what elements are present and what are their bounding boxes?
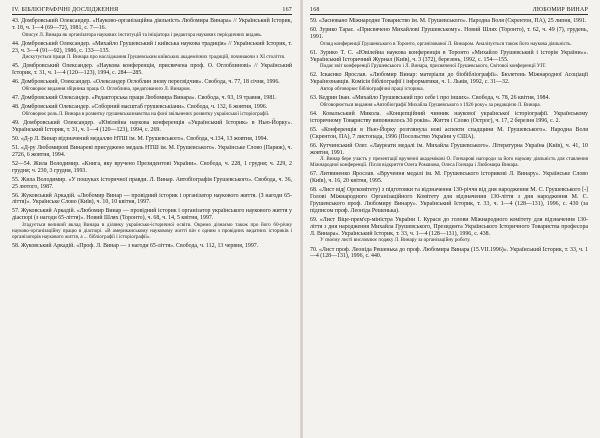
left-bibliography-list: [12, 18, 292, 250]
entry-annotation: Л. Винар бере участь у презентації врученні академікові О. Гончарові нагороди за його наукову діяльність для ставлення Міжнародної конференції. Після відкриття Олега Романова, Олеса Гончара і Любомира Винара.: [310, 156, 588, 169]
entry-annotation: У своєму листі висловлює подяку Л. Винару за організаційну роботу.: [320, 237, 471, 244]
bibliography-entry: 68. «Лист від( Оргкомітету) з підготовки та відзначення 130-річчя від дня народження М. С. Грушевського [-] Голові Міжнародного Організаційного Комітету для відзначення 130-ліття з дня народження М. С. Грушевського проф. Любомиру Винару». Український Історик, т. 33, ч. 1—4 (128—131), 1996, с. 430 (за підписом проф. Леоніда Решенька).: [310, 187, 588, 214]
bibliography-entry: 70. «Лист проф. Леоніда Решенька до проф. Любомира Винара (15.VII.1996)». Український Історик, т. 33, ч. 1—4 (128—131), 1996, с. 440.: [310, 246, 588, 260]
left-section-title: IV. БІБЛІОГРАФІЧНІ ДОСЛІДЖЕННЯ: [12, 7, 119, 13]
bibliography-entry: 62. Іскаєнко Ярослав. «Любомир Винар: матеріали до біобібліографії». Бюлетень Міжнародної Асоціації Українознавців. Комісія бібліографії і інформатики, ч. 1. Львів, 1992, с. 31—32.: [310, 72, 588, 86]
bibliography-entry: 64. Ковальський Микола. «Концепційний чинник наукової української історіографії. Українському історичному Товариству виповнилось 30 років». Життя і Слово (Острог), ч. 17, 2 березня 1996, с. 2.: [310, 110, 588, 124]
entry-annotation: Згадується великий вклад Винара в ділянку українсько-історичної освіти. Окремо дізнаємо також про його 60-річну науково-організаційну працю в діаспорі. «В американському науковому житті він є одним з провідних видатних істориків і організаторів наукового життя, а ... бібліографії і історіографії».: [12, 222, 292, 240]
bibliography-entry: 52—54. Жила Володимир. «Книга, яку вручено Президентові України». Свобода, ч. 228, 1 грудня; ч. 229, 2 грудня; ч. 230, 3 грудня, 1993.: [12, 160, 292, 174]
right-bibliography-list: [310, 18, 588, 260]
bibliography-entry: 60. Зурико Тарас. «Присвячено Михайлові Грушевському». Новий Шлях (Торонто), т. 62, ч. 49 (7), грудень, 1991.: [310, 27, 588, 40]
bibliography-entry: 45. Домбровський Олександер. «Наукова конференція, присвячена проф. О. Оглоблинові» // Український Історик, т. 31, ч. 1—4 (120—123), 1994, с. 284—285.: [12, 63, 292, 77]
right-page-number: 168: [310, 7, 320, 13]
bibliography-entry: 69. «Лист Віце-прем'єр-міністра України І. Курася до голови Міжнародного комітету для відзначення 130-ліття з дня народження Михайла Грушевського, Президента Українського Історичного Товариства професора Л. Винара». Український Історик, т. 33, ч. 1—4 (128—131), 1996, с. 438.: [310, 216, 588, 237]
bibliography-entry: 51. «Д-ру Любомирові Винареві присуджено медаль НТШ ім. М. Грушевського». Українське Слово (Париж), ч. 2726, 6 жовтня, 1994.: [12, 144, 292, 158]
right-page: [302, 0, 600, 438]
bibliography-entry: 48. Домбровський Олександер. «Соборний масштаб грушевськіани». Свобода, ч. 132, 6 жовтня, 1996.: [12, 104, 268, 111]
entry-annotation: Обговорює видання збірника праць О. Оглоблина, зредагованого Л. Винаром.: [22, 86, 191, 93]
entry-annotation: Автор обговорює бібліографічні праці історика.: [320, 86, 424, 93]
bibliography-entry: 43. Домбровський Олександер. «Науково-організаційна діяльність Любомира Винара» // Український Історик, т. 18, ч. 1—4 (69—72), 1981, с. 7—16.: [12, 18, 292, 31]
bibliography-entry: 56. Жуковський Аркадій. «Любомир Винар — провідний історик і організатор наукового життя. (З нагоди 65-ліття)». Українське Слово (Київ), ч. 10, 10 квітня, 1997.: [12, 192, 292, 206]
entry-annotation: Подає звіт конференції Грушевського і Л. Винара, присвяченої Грушевського, Світової конференції УІТ.: [320, 63, 547, 70]
bibliography-entry: 61. Зурико Т. С. «Ювілейна наукова конференція в Торонто «Михайло Грушевський і історія України»». Український Історичний Журнал (Київ), ч. 3 (372), березень, 1992, с. 154—155.: [310, 49, 588, 63]
bibliography-entry: 55. Жила Володимир. «У пошуках історичної правди. Л. Винар. Автобіографія Грушевського». Свобода, ч. 36, 25 лютого, 1987.: [12, 176, 292, 190]
bibliography-entry: 57. Жуковський Аркадій. «Любомир Винар — провідний історик і організатор українського наукового життя у діаспорі (з нагоди 65-ліття)». Новий Шлях (Торонто), ч. 68, ч. 14, 5 квітня, 1997.: [12, 208, 292, 222]
bibliography-entry: 65. «Конференція в Нью-Йорку розглянула нові аспекти спадщини М. Грушевського». Народна Воля (Скрентон, ПА), 7 листопада, 1996 (Посольство України у США).: [310, 126, 588, 140]
bibliography-entry: 67. Литвиненко Ярослав. «Вручення медалі ім. М. Грушевського історикові Л. Винару». Українське Слово (Київ), ч. 16, 20 квітня, 1995.: [310, 171, 588, 185]
bibliography-entry: 63. Кедрин Іван. «Михайло Грушевський про себе і про інших». Свобода, ч. 78, 26 квітня, 1984.: [310, 95, 550, 102]
left-page-number: 167: [282, 7, 292, 13]
bibliography-entry: 59. «Засновано Міжнародне Товариство ім. М. Грушевського». Народна Воля (Скрентон, ПА), 25 липня, 1991.: [310, 18, 587, 24]
bibliography-entry: 46. Домбровський, Олександер. «Олександер Оглоблин знову пересвідчив». Свобода, ч. 77, 18 січня, 1996.: [12, 79, 280, 86]
right-author-title: ЛЮБОМИР ВИНАР: [532, 7, 588, 13]
entry-annotation: Дискутується праця Л. Винара про насліджання Грушевським київських академічних традицій, починаючи з XI століття.: [22, 54, 286, 61]
left-running-header: [12, 4, 292, 15]
bibliography-entry: 58. Жуковський Аркадій. «Проф. Л. Винар — з нагоди 65-ліття». Свобода, ч. 112, 13 червня, 1997.: [12, 242, 259, 249]
entry-annotation: Обговорюється видання «Автобіографії Михайла Грушевського з 1926 року» за редакцією Л. Винара.: [320, 101, 541, 108]
bibliography-entry: 66. Кутчинський Олег. «Лауреати медалі ім. Михайла Грушевського». Літературна Україна (Київ), ч. 41, 10 жовтня, 1991.: [310, 142, 588, 156]
entry-annotation: Обговорює роль Л. Винара в розвитку грушевськознавства на фоні звільнених розвитку української історіографії.: [22, 110, 270, 117]
entry-annotation: Огляд конференції Грушевського в Торонто, організованої Л. Винаром. Аналізується також його наукова діяльність.: [320, 40, 572, 47]
bibliography-entry: 44. Домбровський Олександер. «Михайло Грушевський і київська наукова традиція» // Український Історик, т. 23, ч. 3—4 (91—92), 1986, с. 133—135.: [12, 40, 292, 54]
right-running-header: [310, 4, 588, 15]
entry-annotation: Описує Л. Винара як організатора наукових інституцій та ініціатора і редактора наукових періодичних видань.: [22, 31, 263, 38]
bibliography-entry: 50. «Д-р Л. Винар відзначений медаллю НТШ ім. М. Грушевського». Свобода, ч.134, 13 жовтня, 1994.: [12, 135, 268, 142]
bibliography-entry: 47. Домбровський Олександер. «Редакторська праця Любомира Винара». Свобода, ч. 93, 19 травня, 1981.: [12, 95, 277, 102]
bibliography-entry: 49. Домбровський Олександер. «Ювілейна наукова конференція «Український Історик» в Нью-Йорку». Український Історик, т. 31, ч. 1—4 (120—123), 1994, с. 269.: [12, 119, 292, 133]
